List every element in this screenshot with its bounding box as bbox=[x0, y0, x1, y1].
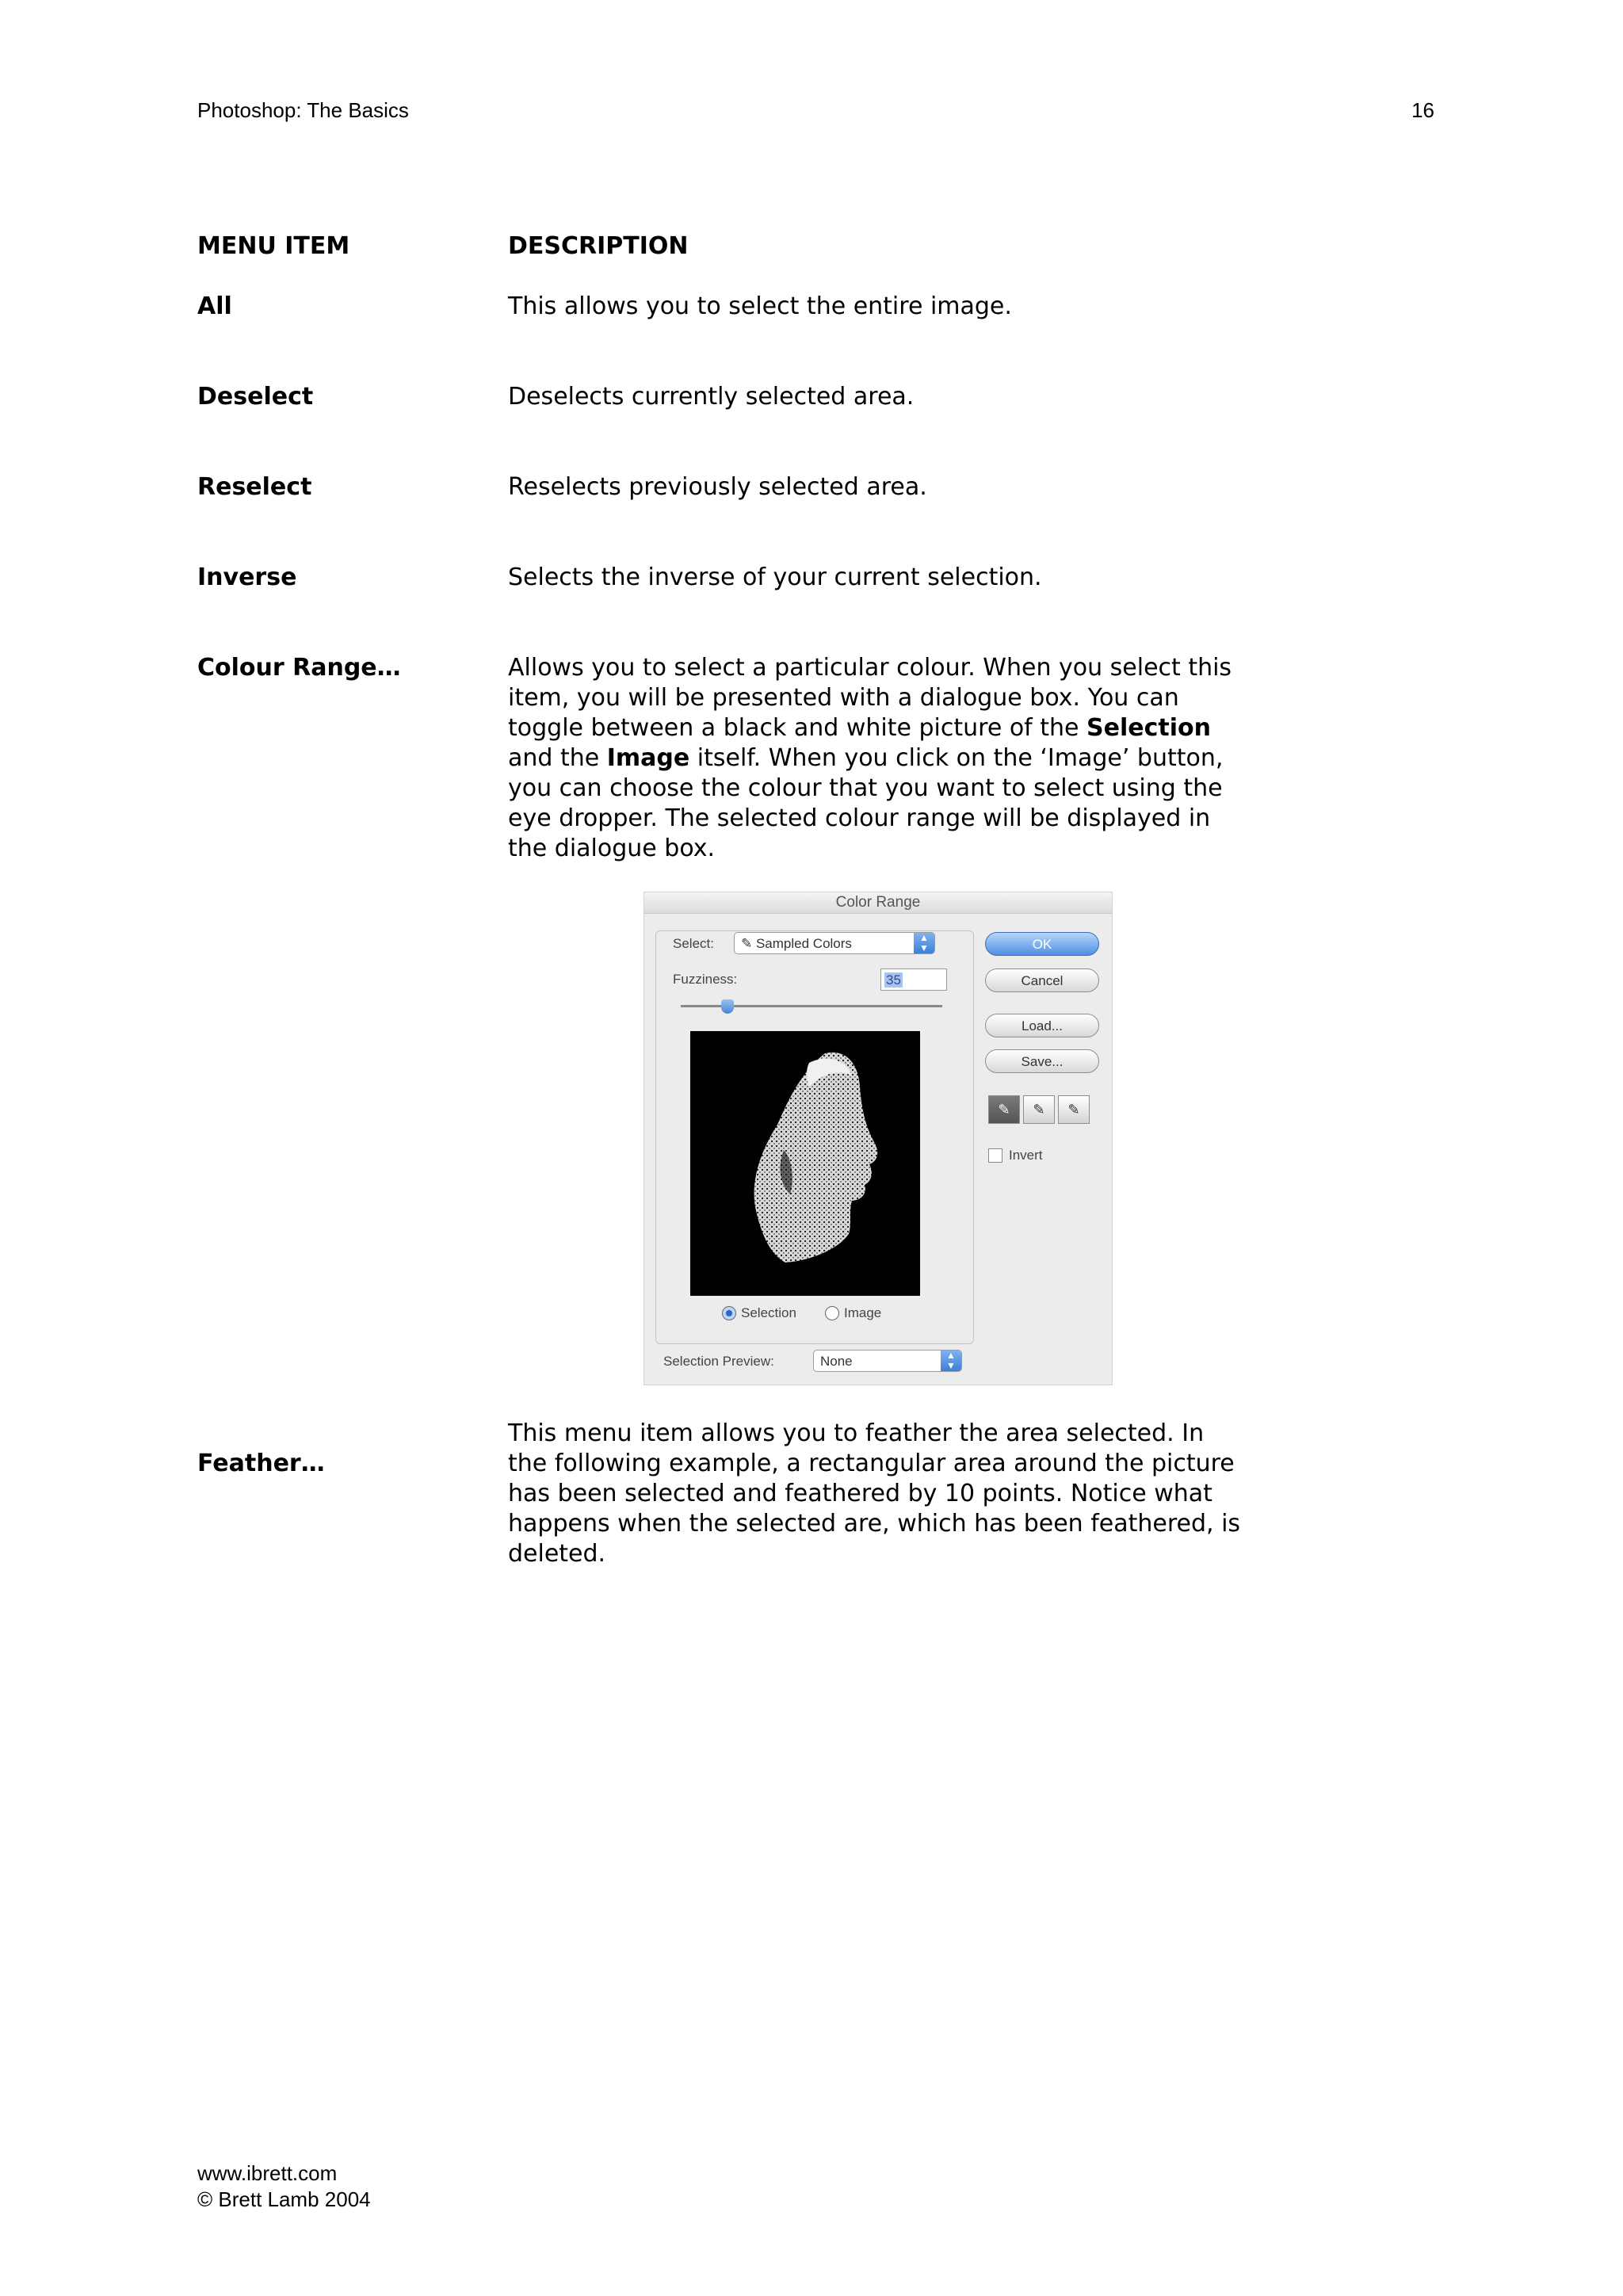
menu-item-label: Deselect bbox=[197, 383, 314, 411]
eyedropper-minus-icon[interactable]: ✎ bbox=[1058, 1095, 1090, 1124]
fuzziness-slider-thumb[interactable] bbox=[721, 999, 734, 1014]
footer-copyright: © Brett Lamb 2004 bbox=[197, 2187, 371, 2211]
selection-preview-value: None bbox=[820, 1354, 853, 1369]
desc-text: itself. When you click on the ‘Image’ button, you can choose the colour that you want to select using the eye dropper. The selected colour range will be displayed in the dialogue box. bbox=[508, 744, 1224, 862]
select-value: Sampled Colors bbox=[755, 936, 852, 951]
face-silhouette-preview bbox=[690, 1031, 920, 1296]
color-range-dialog-figure bbox=[643, 892, 1113, 1385]
desc-bold-selection: Selection bbox=[1086, 714, 1212, 742]
load-button[interactable]: Load... bbox=[985, 1014, 1099, 1037]
menu-item-description: Selects the inverse of your current selection. bbox=[508, 563, 1042, 591]
menu-item-description: Deselects currently selected area. bbox=[508, 383, 915, 411]
column-header-menu-item: MENU ITEM bbox=[197, 232, 350, 260]
running-header-title: Photoshop: The Basics bbox=[197, 98, 409, 122]
menu-item-label: Colour Range… bbox=[197, 654, 401, 682]
selection-preview-image bbox=[690, 1031, 920, 1296]
ok-button[interactable]: OK bbox=[985, 932, 1099, 956]
cancel-button[interactable]: Cancel bbox=[985, 968, 1099, 992]
selection-preview-label: Selection Preview: bbox=[663, 1354, 774, 1369]
menu-item-label: Feather… bbox=[197, 1450, 325, 1477]
popup-arrows-icon: ▲ ▼ bbox=[941, 1350, 961, 1371]
fuzziness-field[interactable] bbox=[880, 968, 947, 991]
menu-item-label: Inverse bbox=[197, 563, 297, 591]
column-header-description: DESCRIPTION bbox=[508, 232, 689, 260]
eyedropper-icon: ✎ bbox=[741, 936, 756, 951]
fuzziness-value: 35 bbox=[886, 972, 901, 988]
desc-text: and the bbox=[508, 744, 607, 772]
menu-item-description: This menu item allows you to feather the area selected. In the following example, a rectangular area around the picture has been selected and feathered by 10 points. Notice what happens when the selected are, which has been feathered, is deleted. bbox=[508, 1419, 1241, 1568]
fuzziness-slider-track[interactable] bbox=[681, 1005, 942, 1007]
eyedropper-icon[interactable]: ✎ bbox=[988, 1095, 1020, 1124]
select-label: Select: bbox=[673, 936, 714, 951]
fuzziness-label: Fuzziness: bbox=[673, 972, 738, 987]
save-button[interactable]: Save... bbox=[985, 1049, 1099, 1073]
desc-text: Allows you to select a particular colour. When you select this item, you will be presented with a dialogue box. You can toggle between a black and white picture of the bbox=[508, 654, 1232, 742]
popup-arrows-icon: ▲ ▼ bbox=[914, 933, 934, 953]
eyedropper-plus-icon[interactable]: ✎ bbox=[1023, 1095, 1055, 1124]
radio-selection[interactable] bbox=[722, 1306, 736, 1320]
invert-checkbox[interactable] bbox=[988, 1148, 1002, 1163]
select-popup[interactable] bbox=[734, 932, 935, 954]
menu-item-description: This allows you to select the entire image. bbox=[508, 292, 1012, 320]
page-footer bbox=[197, 2160, 371, 2213]
radio-image-label: Image bbox=[844, 1305, 882, 1320]
menu-item-description bbox=[508, 653, 1245, 864]
radio-image[interactable] bbox=[825, 1306, 839, 1320]
invert-label: Invert bbox=[1009, 1148, 1043, 1163]
dialog-title: Color Range bbox=[644, 892, 1112, 914]
selection-preview-popup[interactable] bbox=[813, 1350, 962, 1372]
radio-selection-label: Selection bbox=[741, 1305, 796, 1320]
menu-item-description: Reselects previously selected area. bbox=[508, 473, 927, 501]
footer-website: www.ibrett.com bbox=[197, 2161, 338, 2185]
menu-item-label: All bbox=[197, 292, 232, 320]
page-number: 16 bbox=[1411, 98, 1434, 122]
desc-bold-image: Image bbox=[606, 744, 690, 772]
menu-item-label: Reselect bbox=[197, 473, 312, 501]
